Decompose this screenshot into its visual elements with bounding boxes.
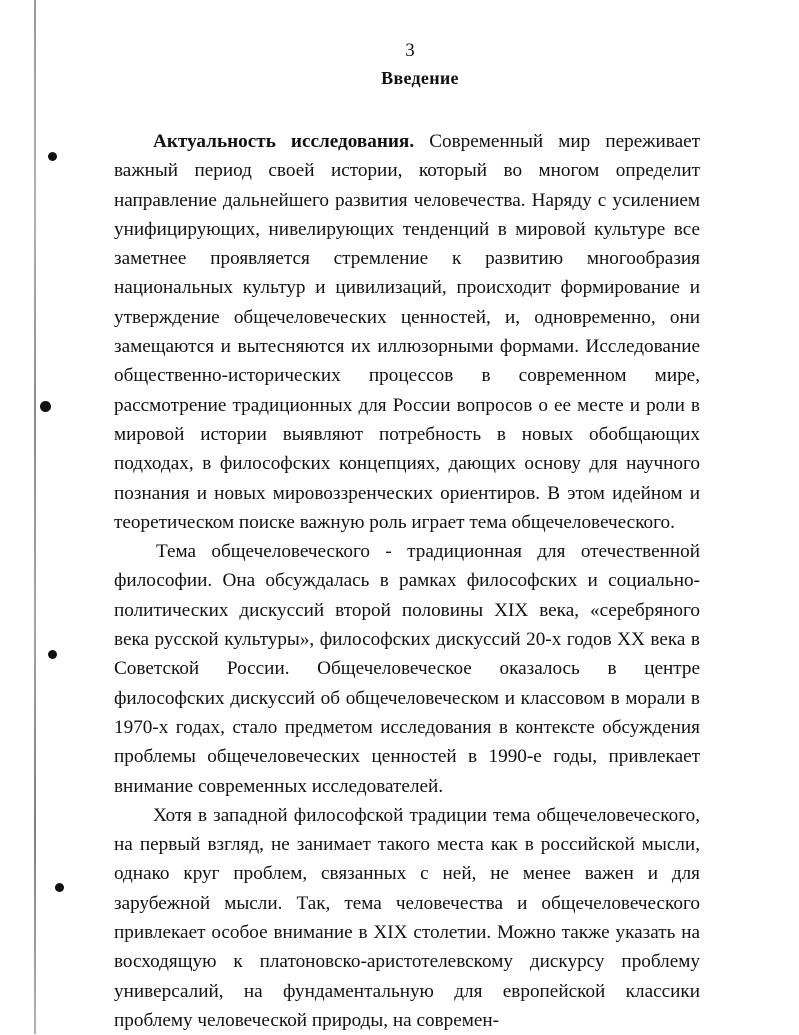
binding-hole-mark: [55, 883, 64, 892]
scan-edge-line: [34, 0, 36, 1034]
binding-hole-mark: [40, 401, 51, 412]
page-number: 3: [405, 40, 415, 61]
binding-hole-mark: [48, 152, 57, 161]
section-heading: Введение: [381, 68, 459, 88]
paragraph-1: [114, 127, 700, 537]
paragraph-text: Современный мир переживает важный период своей истории, который во многом определит направление дальнейшего развития человечества. Наряду с усилением унифицирующих, нивелирующих тенденций в мировой культуре все заметнее проявляется стремление к развитию многообразия национальных культур и цивилизаций, происходит формирование и утверждение общечеловеческих ценностей, и, одновременно, они замещаются и вытесняются их иллюзорными формами. Исследование общественно-исторических процессов в современном мире, рассмотрение традиционных для России вопросов о ее месте и роли в мировой истории выявляют потребность в новых обобщающих подходах, в философских концепциях, дающих основу для научного познания и новых мировоззренческих ориентиров. В этом идейном и теоретическом поиске важную роль играет тема общечеловеческого.: [114, 131, 700, 533]
paragraph-3: Хотя в западной философской традиции тема общечеловеческого, на первый взгляд, не занимает такого места как в российской мысли, однако круг проблем, связанных с ней, не менее важен и для зарубежной мысли. Так, тема человечества и общечеловеческого привлекает особое внимание в XIX столетии. Можно также указать на восходящую к платоновско-аристотелевскому дискурсу проблему универсалий, на фундаментальную для европейской классики проблему человеческой природы, на современ-: [114, 804, 700, 1031]
paragraph-2: Тема общечеловеческого - традиционная для отечественной философии. Она обсуждалась в рамках философских и социально-политических дискуссий второй половины XIX века, «серебряного века русской культуры», философских дискуссий 20-х годов XX века в Советской России. Общечеловеческое оказалось в центре философских дискуссий об общечеловеческом и классовом в морали в 1970-х годах, стало предметом исследования в контексте обсуждения проблемы общечеловеческих ценностей в 1990-е годы, привлекает внимание современных исследователей.: [114, 541, 700, 797]
binding-hole-mark: [48, 650, 57, 659]
body-text: [114, 127, 700, 1035]
paragraph-lead: Актуальность исследования.: [153, 131, 415, 152]
